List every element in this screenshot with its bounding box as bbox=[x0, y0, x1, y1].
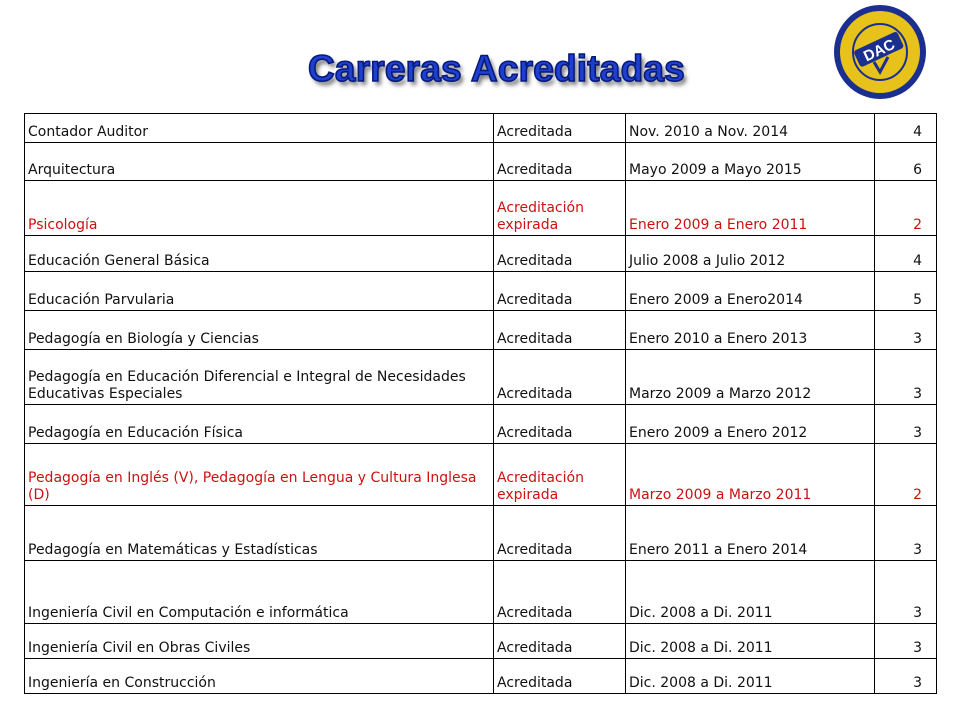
carrera-cell: Educación General Básica bbox=[25, 236, 494, 272]
periodo-cell: Enero 2009 a Enero 2012 bbox=[626, 405, 875, 444]
table-row bbox=[25, 659, 937, 694]
carrera-cell: Pedagogía en Biología y Ciencias bbox=[25, 311, 494, 350]
estado-cell: Acreditada bbox=[494, 659, 626, 694]
table-row bbox=[25, 444, 937, 506]
table-row bbox=[25, 350, 937, 405]
periodo-cell: Dic. 2008 a Di. 2011 bbox=[626, 624, 875, 659]
carrera-cell: Educación Parvularia bbox=[25, 272, 494, 311]
carrera-cell: Pedagogía en Educación Física bbox=[25, 405, 494, 444]
carrera-cell: Pedagogía en Inglés (V), Pedagogía en Lengua y Cultura Inglesa (D) bbox=[25, 444, 494, 506]
estado-cell: Acreditada bbox=[494, 506, 626, 561]
anos-cell: 3 bbox=[875, 311, 937, 350]
carrera-cell: Pedagogía en Educación Diferencial e Integral de Necesidades Educativas Especiales bbox=[25, 350, 494, 405]
table-row bbox=[25, 143, 937, 181]
estado-cell: Acreditada bbox=[494, 624, 626, 659]
table-row bbox=[25, 272, 937, 311]
page-title: Carreras Acreditadas bbox=[308, 48, 685, 89]
table-row bbox=[25, 181, 937, 236]
periodo-cell: Enero 2011 a Enero 2014 bbox=[626, 506, 875, 561]
table-row bbox=[25, 311, 937, 350]
table-row bbox=[25, 561, 937, 624]
periodo-cell: Marzo 2009 a Marzo 2012 bbox=[626, 350, 875, 405]
carrera-cell: Ingeniería Civil en Obras Civiles bbox=[25, 624, 494, 659]
estado-cell: Acreditación expirada bbox=[494, 444, 626, 506]
anos-cell: 3 bbox=[875, 506, 937, 561]
periodo-cell: Nov. 2010 a Nov. 2014 bbox=[626, 114, 875, 143]
estado-cell: Acreditada bbox=[494, 350, 626, 405]
estado-cell: Acreditada bbox=[494, 236, 626, 272]
carrera-cell: Arquitectura bbox=[25, 143, 494, 181]
periodo-cell: Marzo 2009 a Marzo 2011 bbox=[626, 444, 875, 506]
periodo-cell: Julio 2008 a Julio 2012 bbox=[626, 236, 875, 272]
carrera-cell: Ingeniería Civil en Computación e informática bbox=[25, 561, 494, 624]
estado-cell: Acreditada bbox=[494, 405, 626, 444]
anos-cell: 4 bbox=[875, 236, 937, 272]
table-row bbox=[25, 236, 937, 272]
anos-cell: 2 bbox=[875, 181, 937, 236]
carrera-cell: Psicología bbox=[25, 181, 494, 236]
estado-cell: Acreditada bbox=[494, 114, 626, 143]
table-row bbox=[25, 405, 937, 444]
accredited-careers-table bbox=[24, 113, 937, 694]
periodo-cell: Dic. 2008 a Di. 2011 bbox=[626, 659, 875, 694]
carrera-cell: Ingeniería en Construcción bbox=[25, 659, 494, 694]
carrera-cell: Contador Auditor bbox=[25, 114, 494, 143]
anos-cell: 4 bbox=[875, 114, 937, 143]
periodo-cell: Enero 2010 a Enero 2013 bbox=[626, 311, 875, 350]
estado-cell: Acreditación expirada bbox=[494, 181, 626, 236]
anos-cell: 3 bbox=[875, 624, 937, 659]
table-row bbox=[25, 114, 937, 143]
table-row bbox=[25, 506, 937, 561]
anos-cell: 3 bbox=[875, 561, 937, 624]
periodo-cell: Enero 2009 a Enero 2011 bbox=[626, 181, 875, 236]
dac-seal-logo-icon bbox=[830, 2, 930, 102]
periodo-cell: Enero 2009 a Enero2014 bbox=[626, 272, 875, 311]
anos-cell: 3 bbox=[875, 659, 937, 694]
periodo-cell: Dic. 2008 a Di. 2011 bbox=[626, 561, 875, 624]
periodo-cell: Mayo 2009 a Mayo 2015 bbox=[626, 143, 875, 181]
estado-cell: Acreditada bbox=[494, 143, 626, 181]
estado-cell: Acreditada bbox=[494, 272, 626, 311]
table-row bbox=[25, 624, 937, 659]
anos-cell: 5 bbox=[875, 272, 937, 311]
estado-cell: Acreditada bbox=[494, 311, 626, 350]
svg-text:DAC: DAC bbox=[861, 36, 898, 66]
anos-cell: 6 bbox=[875, 143, 937, 181]
carrera-cell: Pedagogía en Matemáticas y Estadísticas bbox=[25, 506, 494, 561]
anos-cell: 3 bbox=[875, 405, 937, 444]
anos-cell: 3 bbox=[875, 350, 937, 405]
estado-cell: Acreditada bbox=[494, 561, 626, 624]
anos-cell: 2 bbox=[875, 444, 937, 506]
